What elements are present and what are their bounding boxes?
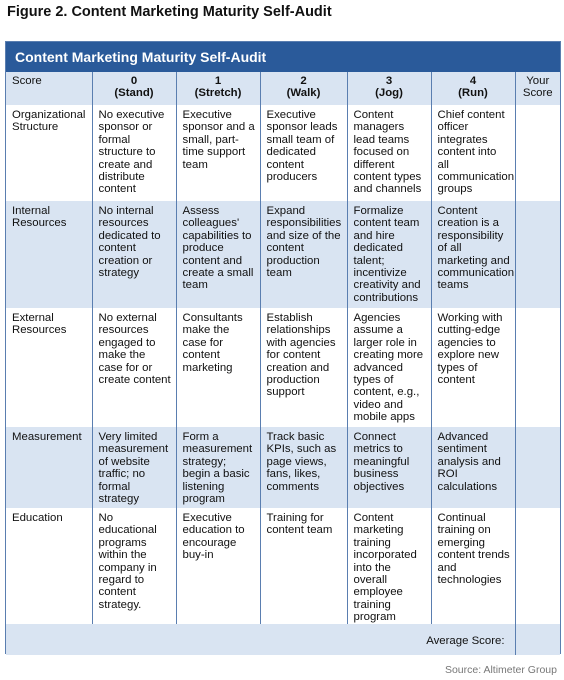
table-title-banner: Content Marketing Maturity Self-Audit	[6, 42, 560, 72]
table-cell: Connect metrics to meaningful business objectives	[347, 427, 431, 508]
table-header-row	[6, 72, 560, 105]
your-score-cell[interactable]	[515, 308, 560, 427]
table-cell: Continual training on emerging content trends and technologies	[431, 508, 515, 624]
table-cell: Formalize content team and hire dedicated talent; incentivize creativity and contributions	[347, 201, 431, 308]
table-cell: No educational programs within the company in regard to content strategy.	[92, 508, 176, 624]
your-score-cell[interactable]	[515, 508, 560, 624]
table-cell: Very limited measurement of website traffic; no formal strategy	[92, 427, 176, 508]
row-category: Internal Resources	[6, 201, 92, 308]
header-score: Score	[6, 72, 92, 105]
average-score-label: Average Score:	[6, 624, 515, 655]
your-score-cell[interactable]	[515, 427, 560, 508]
table-cell: Consultants make the case for content marketing	[176, 308, 260, 427]
table-cell: No internal resources dedicated to content creation or strategy	[92, 201, 176, 308]
table-cell: Content marketing training incorporated into the overall employee training program	[347, 508, 431, 624]
header-level-2: 2 (Walk)	[260, 72, 347, 105]
header-level-4: 4 (Run)	[431, 72, 515, 105]
average-score-row	[6, 624, 560, 655]
table-row	[6, 427, 560, 508]
maturity-audit-table	[6, 72, 560, 655]
table-cell: Executive education to encourage buy-in	[176, 508, 260, 624]
table-cell: Executive sponsor and a small, part-time support team	[176, 105, 260, 201]
table-cell: No executive sponsor or formal structure to create and distribute content	[92, 105, 176, 201]
source-credit: Source: Altimeter Group	[444, 664, 557, 676]
table-row	[6, 508, 560, 624]
header-level-3: 3 (Jog)	[347, 72, 431, 105]
table-cell: Chief content officer integrates content into all communication groups	[431, 105, 515, 201]
figure-title: Figure 2. Content Marketing Maturity Self-Audit	[7, 4, 332, 20]
table-row	[6, 105, 560, 201]
table-row	[6, 201, 560, 308]
average-score-cell[interactable]	[515, 624, 560, 655]
table-cell: Content creation is a responsibility of all marketing and communication teams	[431, 201, 515, 308]
header-level-0: 0 (Stand)	[92, 72, 176, 105]
table-cell: Form a measurement strategy; begin a basic listening program	[176, 427, 260, 508]
your-score-cell[interactable]	[515, 201, 560, 308]
header-your-score: Your Score	[515, 72, 560, 105]
row-category: Organizational Structure	[6, 105, 92, 201]
table-cell: Track basic KPIs, such as page views, fans, likes, comments	[260, 427, 347, 508]
row-category: Education	[6, 508, 92, 624]
table-cell: Executive sponsor leads small team of dedicated content producers	[260, 105, 347, 201]
table-cell: Establish relationships with agencies for content creation and production support	[260, 308, 347, 427]
header-level-1: 1 (Stretch)	[176, 72, 260, 105]
table-cell: No external resources engaged to make the case for or create content	[92, 308, 176, 427]
your-score-cell[interactable]	[515, 105, 560, 201]
table-cell: Agencies assume a larger role in creating more advanced types of content, e.g., video and mobile apps	[347, 308, 431, 427]
table-row	[6, 308, 560, 427]
row-category: External Resources	[6, 308, 92, 427]
table-cell: Content managers lead teams focused on different content types and channels	[347, 105, 431, 201]
table-cell: Training for content team	[260, 508, 347, 624]
table-cell: Expand responsibilities and size of the content production team	[260, 201, 347, 308]
table-cell: Assess colleagues' capabilities to produce content and create a small team	[176, 201, 260, 308]
table-cell: Working with cutting-edge agencies to explore new types of content	[431, 308, 515, 427]
audit-table-frame	[5, 41, 561, 654]
table-cell: Advanced sentiment analysis and ROI calculations	[431, 427, 515, 508]
row-category: Measurement	[6, 427, 92, 508]
